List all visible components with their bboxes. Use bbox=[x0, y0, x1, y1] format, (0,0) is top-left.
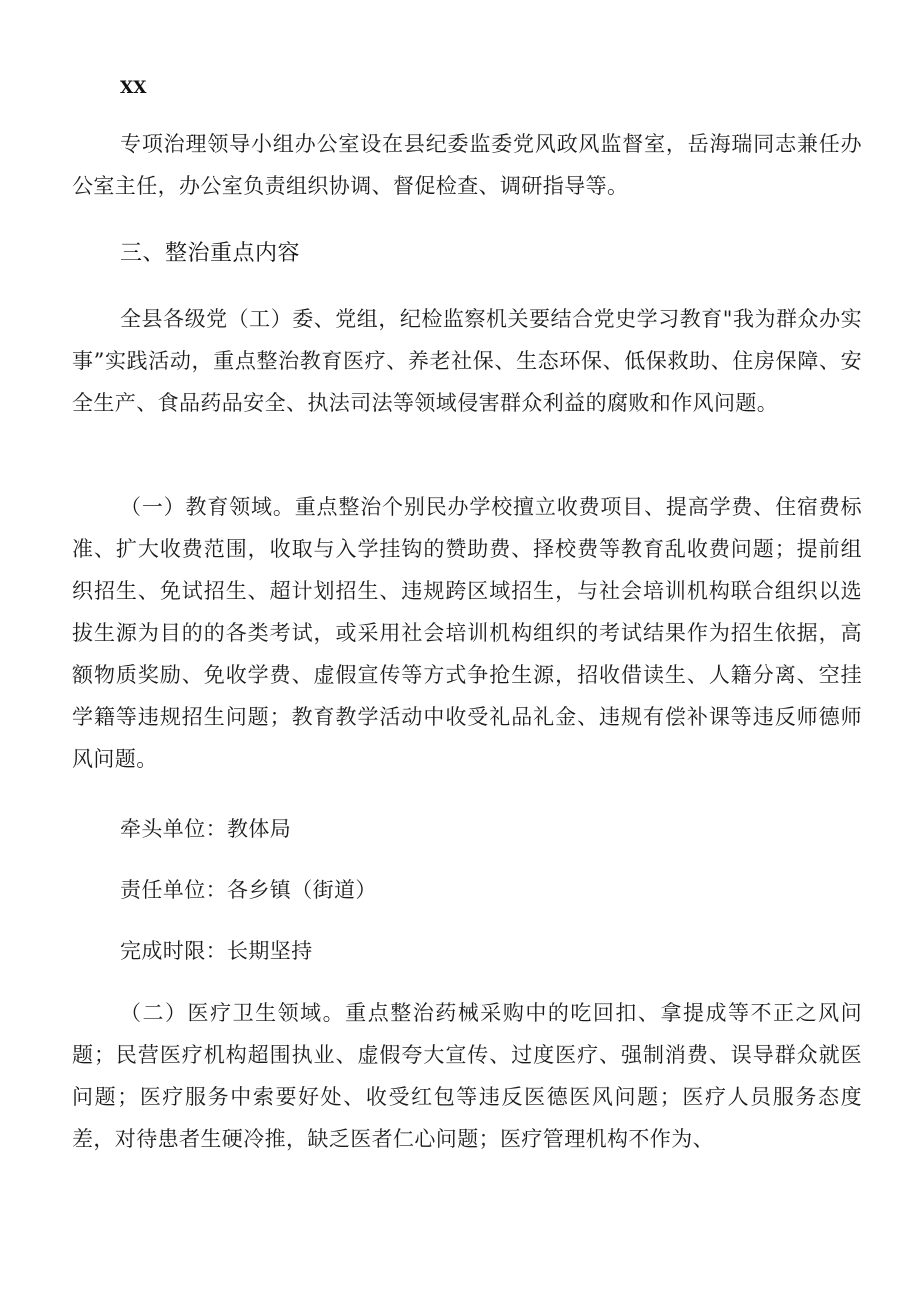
office-paragraph: 专项治理领导小组办公室设在县纪委监委党风政风监督室，岳海瑞同志兼任办公室主任，办公室负责组织协调、督促检查、调研指导等。 bbox=[72, 132, 862, 198]
responsible-unit-line: 责任单位：各乡镇（街道） bbox=[120, 878, 377, 902]
intro-paragraph: 全县各级党（工）委、党组，纪检监察机关要结合党史学习教育"我为群众办实事”实践活动，重点整治教育医疗、养老社保、生态环保、低保救助、住房保障、安全生产、食品药品安全、执法司法等领域侵害群众利益的腐败和作风问题。 bbox=[72, 307, 862, 415]
deadline-line: 完成时限：长期坚持 bbox=[120, 939, 313, 963]
header-mark: XX bbox=[120, 78, 147, 98]
lead-unit-line: 牵头单位：教体局 bbox=[120, 817, 292, 841]
section-title: 三、整治重点内容 bbox=[120, 241, 301, 266]
medical-paragraph: （二）医疗卫生领域。重点整治药械采购中的吃回扣、拿提成等不正之风问题；民营医疗机构超围执业、虚假夸大宣传、过度医疗、强制消费、误导群众就医问题；医疗服务中索要好处、收受红包等违反医德医风问题；医疗人员服务态度差，对待患者生硬冷推，缺乏医者仁心问题；医疗管理机构不作为、 bbox=[72, 1001, 862, 1151]
education-paragraph: （一）教育领域。重点整治个别民办学校擅立收费项目、提高学费、住宿费标准、扩大收费范围，收取与入学挂钩的赞助费、择校费等教育乱收费问题；提前组织招生、免试招生、超计划招生、违规跨区域招生，与社会培训机构联合组织以选拔生源为目的的各类考试，或采用社会培训机构组织的考试结果作为招生依据，高额物质奖励、免收学费、虚假宣传等方式争抢生源，招收借读生、人籍分离、空挂学籍等违规招生问题；教育教学活动中收受礼品礼金、违规有偿补课等违反师德师风问题。 bbox=[72, 495, 862, 771]
